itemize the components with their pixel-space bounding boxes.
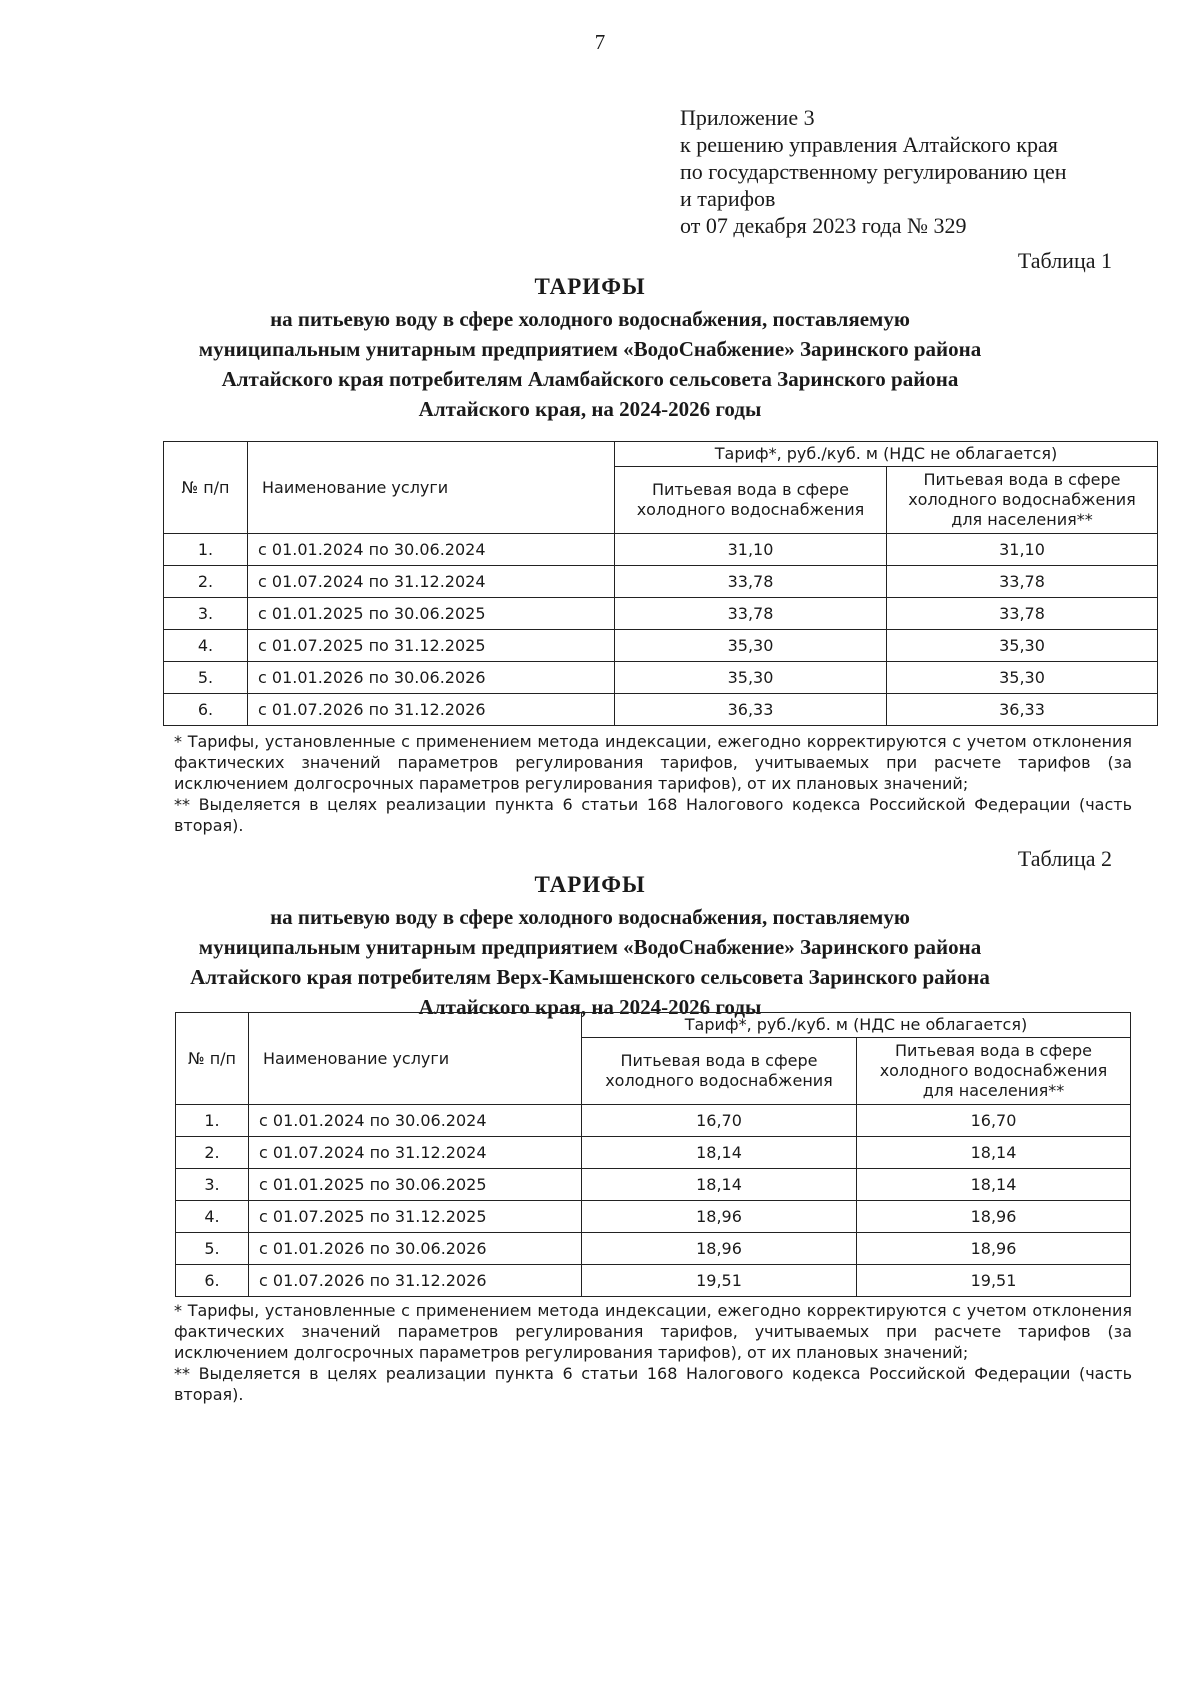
row-num: 4. [164,630,248,662]
row-water-tariff: 36,33 [615,694,887,726]
row-population-tariff: 33,78 [887,566,1158,598]
tariff-table-1 [163,441,1158,726]
row-num: 5. [164,662,248,694]
title-line: муниципальным унитарным предприятием «ВодоСнабжение» Заринского района [198,337,982,361]
row-num: 3. [176,1169,249,1201]
table-row [176,1137,1131,1169]
footnote-tax-code: ** Выделяется в целях реализации пункта 6 статьи 168 Налогового кодекса Российской Федерации (часть вторая). [174,1364,1132,1404]
row-num: 2. [176,1137,249,1169]
row-period: с 01.07.2026 по 31.12.2026 [249,1265,582,1297]
header-water: Питьевая вода в сфере холодного водоснабжения [615,467,887,534]
table-row [176,1169,1131,1201]
header-water: Питьевая вода в сфере холодного водоснабжения [582,1038,857,1105]
table-1-title [90,270,1090,424]
table-1-label: Таблица 1 [1017,248,1112,273]
title-line: Алтайского края, на 2024-2026 годы [418,995,762,1019]
row-period: с 01.07.2024 по 31.12.2024 [249,1137,582,1169]
title-line: муниципальным унитарным предприятием «ВодоСнабжение» Заринского района [198,935,982,959]
title-line: Алтайского края потребителям Аламбайского сельсовета Заринского района [221,367,959,391]
row-period: с 01.01.2024 по 30.06.2024 [248,534,615,566]
row-period: с 01.01.2026 по 30.06.2026 [249,1233,582,1265]
header-service-name: Наименование услуги [249,1013,582,1105]
row-num: 2. [164,566,248,598]
appendix-line: Приложение 3 [680,105,815,130]
row-population-tariff: 35,30 [887,630,1158,662]
row-water-tariff: 33,78 [615,598,887,630]
header-tariff-group: Тариф*, руб./куб. м (НДС не облагается) [582,1013,1131,1038]
row-water-tariff: 18,14 [582,1137,857,1169]
row-num: 1. [164,534,248,566]
tariff-table-2 [175,1012,1131,1297]
table-row [164,598,1158,630]
title-line: на питьевую воду в сфере холодного водоснабжения, поставляемую [270,905,910,929]
row-period: с 01.07.2024 по 31.12.2024 [248,566,615,598]
row-period: с 01.07.2025 по 31.12.2025 [249,1201,582,1233]
table-1-footnotes [174,731,1132,836]
row-num: 3. [164,598,248,630]
row-population-tariff: 19,51 [857,1265,1131,1297]
header-population: Питьевая вода в сфере холодного водоснабжения для населения** [887,467,1158,534]
table-header-row [176,1013,1131,1038]
row-period: с 01.07.2026 по 31.12.2026 [248,694,615,726]
row-water-tariff: 18,96 [582,1201,857,1233]
table-2-title [90,868,1090,1022]
row-water-tariff: 16,70 [582,1105,857,1137]
row-water-tariff: 33,78 [615,566,887,598]
row-period: с 01.01.2025 по 30.06.2025 [249,1169,582,1201]
table-row [176,1233,1131,1265]
appendix-line: по государственному регулированию цен [680,159,1067,184]
appendix-block [680,104,1160,239]
row-water-tariff: 18,14 [582,1169,857,1201]
row-num: 6. [176,1265,249,1297]
row-population-tariff: 18,96 [857,1201,1131,1233]
row-population-tariff: 18,14 [857,1137,1131,1169]
header-tariff-group: Тариф*, руб./куб. м (НДС не облагается) [615,442,1158,467]
table-2-footnotes [174,1300,1132,1405]
page-number: 7 [594,30,606,54]
appendix-line: к решению управления Алтайского края [680,132,1058,157]
row-population-tariff: 18,96 [857,1233,1131,1265]
title-heading: ТАРИФЫ [534,274,646,299]
row-num: 5. [176,1233,249,1265]
table-row [176,1105,1131,1137]
row-population-tariff: 33,78 [887,598,1158,630]
title-line: на питьевую воду в сфере холодного водоснабжения, поставляемую [270,307,910,331]
appendix-line: и тарифов [680,186,776,211]
row-water-tariff: 19,51 [582,1265,857,1297]
header-num: № п/п [176,1013,249,1105]
row-water-tariff: 35,30 [615,630,887,662]
row-population-tariff: 36,33 [887,694,1158,726]
table-row [164,630,1158,662]
title-heading: ТАРИФЫ [534,872,646,897]
table-header-row [164,442,1158,467]
table-row [176,1265,1131,1297]
row-period: с 01.01.2024 по 30.06.2024 [249,1105,582,1137]
row-num: 4. [176,1201,249,1233]
row-num: 6. [164,694,248,726]
header-population: Питьевая вода в сфере холодного водоснабжения для населения** [857,1038,1131,1105]
row-period: с 01.01.2025 по 30.06.2025 [248,598,615,630]
title-line: Алтайского края, на 2024-2026 годы [418,397,762,421]
row-population-tariff: 35,30 [887,662,1158,694]
appendix-line: от 07 декабря 2023 года № 329 [680,213,967,238]
table-row [164,534,1158,566]
row-population-tariff: 16,70 [857,1105,1131,1137]
header-service-name: Наименование услуги [248,442,615,534]
row-population-tariff: 18,14 [857,1169,1131,1201]
row-population-tariff: 31,10 [887,534,1158,566]
footnote-tax-code: ** Выделяется в целях реализации пункта 6 статьи 168 Налогового кодекса Российской Федерации (часть вторая). [174,795,1132,835]
footnote-indexation: * Тарифы, установленные с применением метода индексации, ежегодно корректируются с учетом отклонения фактических значений параметров регулирования тарифов, учитываемых при расчете тарифов (за исключением долгосрочных параметров регулирования тарифов), от их плановых значений; [174,1301,1132,1362]
row-period: с 01.01.2026 по 30.06.2026 [248,662,615,694]
footnote-indexation: * Тарифы, установленные с применением метода индексации, ежегодно корректируются с учетом отклонения фактических значений параметров регулирования тарифов, учитываемых при расчете тарифов (за исключением долгосрочных параметров регулирования тарифов), от их плановых значений; [174,732,1132,793]
table-row [164,566,1158,598]
row-period: с 01.07.2025 по 31.12.2025 [248,630,615,662]
table-row [164,662,1158,694]
table-row [176,1201,1131,1233]
row-water-tariff: 35,30 [615,662,887,694]
row-water-tariff: 31,10 [615,534,887,566]
title-line: Алтайского края потребителям Верх-Камышенского сельсовета Заринского района [190,965,990,989]
table-row [164,694,1158,726]
table-2-label: Таблица 2 [1017,846,1112,871]
header-num: № п/п [164,442,248,534]
row-water-tariff: 18,96 [582,1233,857,1265]
row-num: 1. [176,1105,249,1137]
